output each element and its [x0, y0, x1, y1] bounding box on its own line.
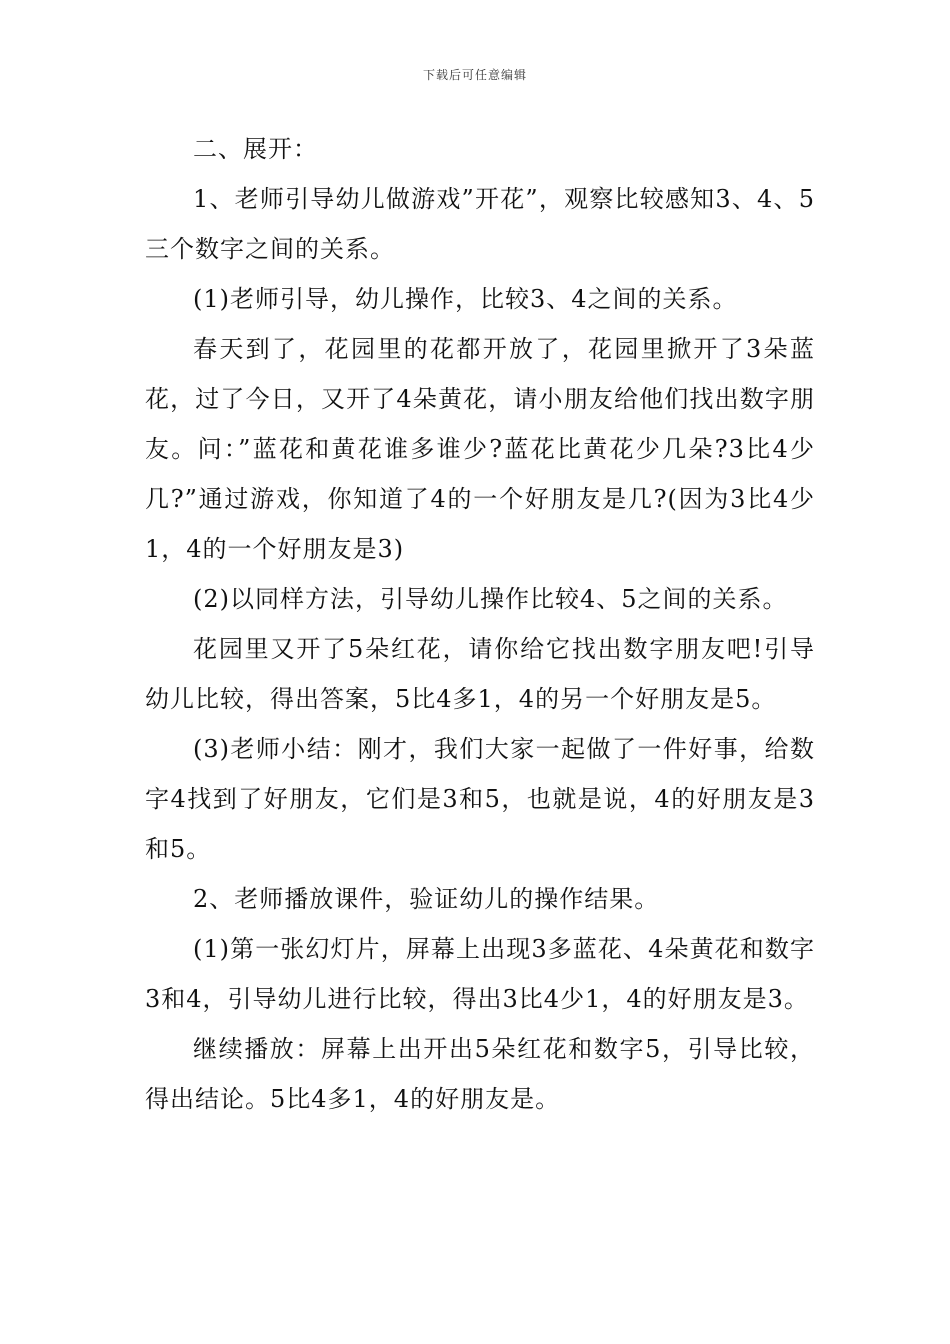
paragraph-activity-1: 1、老师引导幼儿做游戏”开花”，观察比较感知3、4、5三个数字之间的关系。 — [145, 185, 815, 263]
paragraph-story-1: 春天到了，花园里的花都开放了，花园里掀开了3朵蓝花，过了今日，又开了4朵黄花，请小朋友给他们找出数字朋友。问：”蓝花和黄花谁多谁少?蓝花比黄花少几朵?3比4少几?”通过游戏，你知道了4的一个好朋友是几?(因为3比4少1，4的一个好朋友是3) — [145, 335, 815, 563]
paragraph-step-1: (1)老师引导，幼儿操作，比较3、4之间的关系。 — [193, 285, 738, 313]
paragraph-activity-2: 2、老师播放课件，验证幼儿的操作结果。 — [193, 885, 660, 913]
paragraph-step-2: (2)以同样方法，引导幼儿操作比较4、5之间的关系。 — [193, 585, 788, 613]
page-header-note: 下载后可任意编辑 — [422, 68, 527, 82]
section-heading: 二、展开： — [193, 135, 318, 163]
paragraph-slide-2: 继续播放：屏幕上出开出5朵红花和数字5，引导比较，得出结论。5比4多1，4的好朋友是。 — [145, 1035, 815, 1113]
paragraph-slide-1: (1)第一张幻灯片，屏幕上出现3多蓝花、4朵黄花和数字3和4，引导幼儿进行比较，得出3比4少1，4的好朋友是3。 — [145, 935, 815, 1013]
document-body — [145, 124, 815, 1124]
paragraph-summary: (3)老师小结：刚才，我们大家一起做了一件好事，给数字4找到了好朋友，它们是3和5，也就是说，4的好朋友是3和5。 — [145, 735, 815, 863]
paragraph-story-2: 花园里又开了5朵红花，请你给它找出数字朋友吧!引导幼儿比较，得出答案，5比4多1，4的另一个好朋友是5。 — [145, 635, 815, 713]
